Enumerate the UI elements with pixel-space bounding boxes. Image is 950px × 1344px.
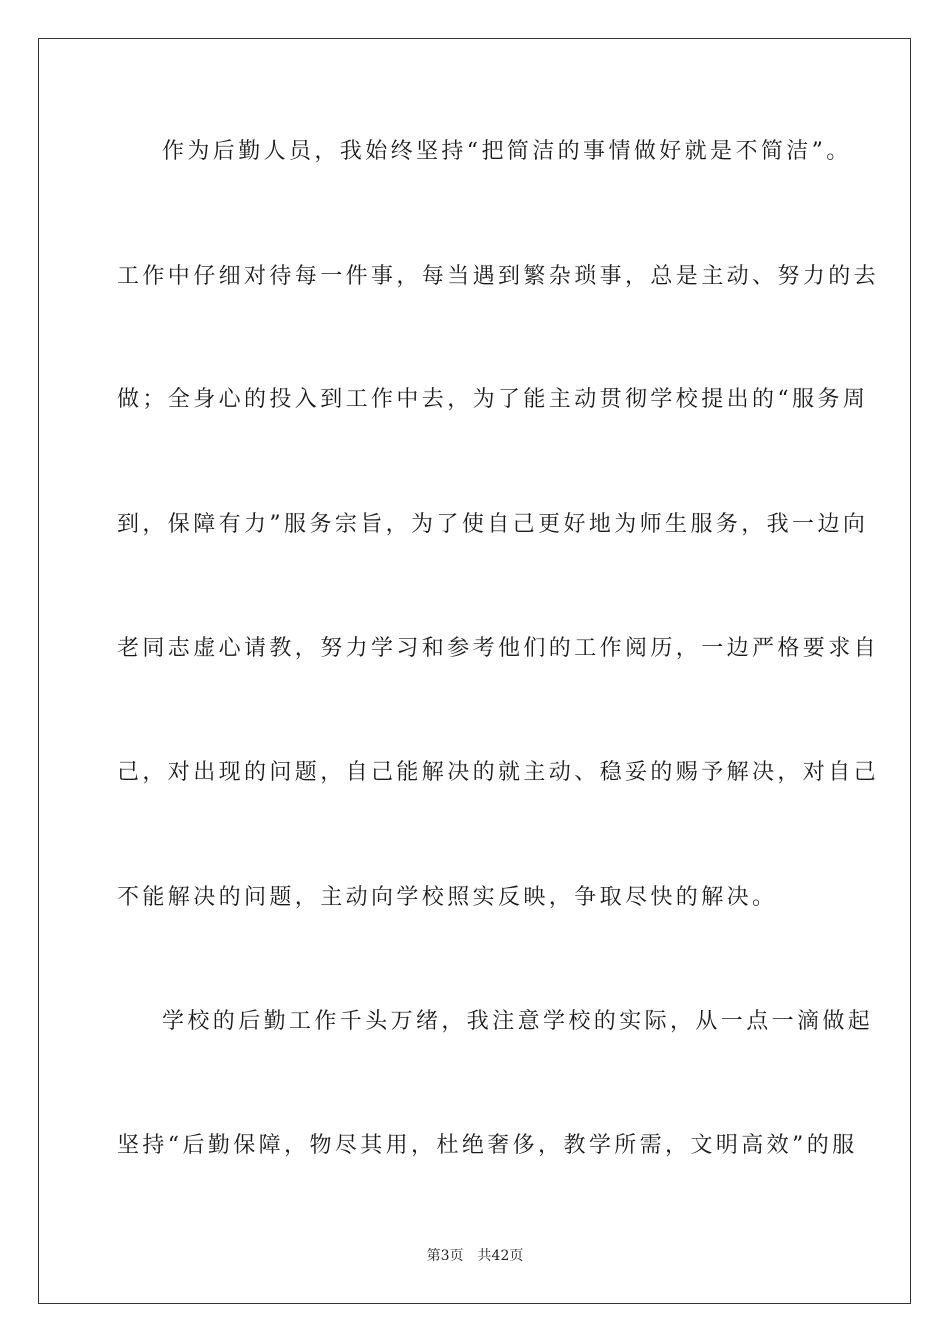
page-total: 共42页 (477, 1248, 524, 1264)
paragraph-1-line-5: 老同志虚心请教，努力学习和参考他们的工作阅历，一边严格要求自 (117, 636, 880, 661)
paragraph-1-line-4: 到，保障有力”服务宗旨，为了使自己更好地为师生服务，我一边向 (117, 512, 869, 537)
paragraph-2-line-2: 坚持“后勤保障，物尽其用，杜绝奢侈，教学所需，文明高效”的服 (117, 1133, 858, 1158)
paragraph-1-line-1: 作为后勤人员，我始终坚持“把简洁的事情做好就是不简洁”。 (162, 139, 852, 164)
page-number: 第3页 (426, 1248, 464, 1264)
paragraph-1-line-7: 不能解决的问题，主动向学校照实反映，争取尽快的解决。 (117, 885, 778, 910)
page-border (38, 38, 911, 1304)
paragraph-1-line-3: 做；全身心的投入到工作中去，为了能主动贯彻学校提出的“服务周 (117, 387, 869, 412)
paragraph-1-line-6: 己，对出现的问题，自己能解决的就主动、稳妥的赐予解决，对自己 (117, 760, 880, 785)
page-footer (0, 1247, 950, 1265)
paragraph-1-line-2: 工作中仔细对待每一件事，每当遇到繁杂琐事，总是主动、努力的去 (117, 264, 880, 289)
paragraph-2-line-1: 学校的后勤工作千头万绪，我注意学校的实际，从一点一滴做起 (162, 1009, 874, 1034)
